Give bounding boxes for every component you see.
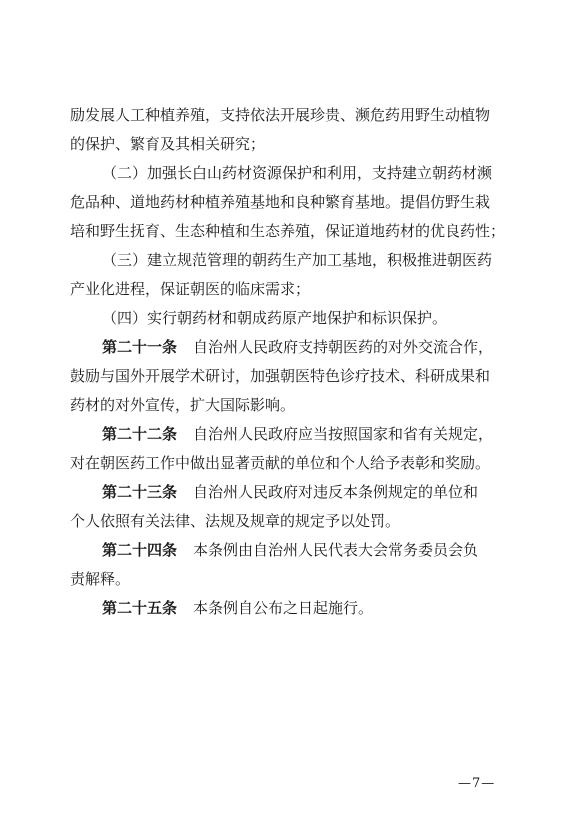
article-22-line <box>0 423 578 445</box>
text-line <box>0 104 578 126</box>
line-text: 药材的对外宣传，扩大国际影响。 <box>70 396 296 414</box>
line-text: （二）加强长白山药材资源保护和利用，支持建立朝药材濒 <box>102 164 493 182</box>
line-text: 本条例自公布之日起施行。 <box>193 599 374 617</box>
text-line <box>0 191 578 213</box>
article-number: 第二十四条 <box>102 541 178 559</box>
text-line <box>0 162 578 184</box>
page-number: —7— <box>458 776 496 791</box>
line-text: 个人依照有关法律、法规及规章的规定予以处罚。 <box>70 512 401 530</box>
line-text: 自治州人民政府对违反本条例规定的单位和 <box>193 483 479 501</box>
line-text: 鼓励与国外开展学术研讨，加强朝医特色诊疗技术、科研成果和 <box>70 367 491 385</box>
article-24-line <box>0 539 578 561</box>
text-line <box>0 278 578 300</box>
article-number: 第二十三条 <box>102 483 178 501</box>
article-number: 第二十一条 <box>102 338 178 356</box>
text-line <box>0 220 578 242</box>
text-line <box>0 568 578 590</box>
line-text: 本条例由自治州人民代表大会常务委员会负 <box>193 541 479 559</box>
article-21-line <box>0 336 578 358</box>
text-line <box>0 394 578 416</box>
line-text: 产业化进程，保证朝医的临床需求； <box>70 280 311 298</box>
line-text: 自治州人民政府支持朝医药的对外交流合作， <box>193 338 494 356</box>
article-25-line <box>0 597 578 619</box>
line-text: （三）建立规范管理的朝药生产加工基地，积极推进朝医药 <box>102 251 493 269</box>
line-text: 的保护、繁育及其相关研究； <box>70 135 266 153</box>
text-line <box>0 307 578 329</box>
line-text: 对在朝医药工作中做出显著贡献的单位和个人给予表彰和奖励。 <box>70 454 491 472</box>
line-text: 培和野生抚育、生态种植和生态养殖，保证道地药材的优良药性； <box>70 222 506 240</box>
text-line <box>0 452 578 474</box>
text-line <box>0 510 578 532</box>
article-number: 第二十五条 <box>102 599 178 617</box>
line-text: 励发展人工种植养殖，支持依法开展珍贵、濒危药用野生动植物 <box>70 106 491 124</box>
article-23-line <box>0 481 578 503</box>
text-line <box>0 133 578 155</box>
line-text: 自治州人民政府应当按照国家和省有关规定， <box>193 425 494 443</box>
text-line <box>0 249 578 271</box>
article-number: 第二十二条 <box>102 425 178 443</box>
line-text: 危品种、道地药材种植养殖基地和良种繁育基地。提倡仿野生栽 <box>70 193 491 211</box>
text-line <box>0 365 578 387</box>
line-text: （四）实行朝药材和朝成药原产地保护和标识保护。 <box>102 309 448 327</box>
line-text: 责解释。 <box>70 570 131 588</box>
